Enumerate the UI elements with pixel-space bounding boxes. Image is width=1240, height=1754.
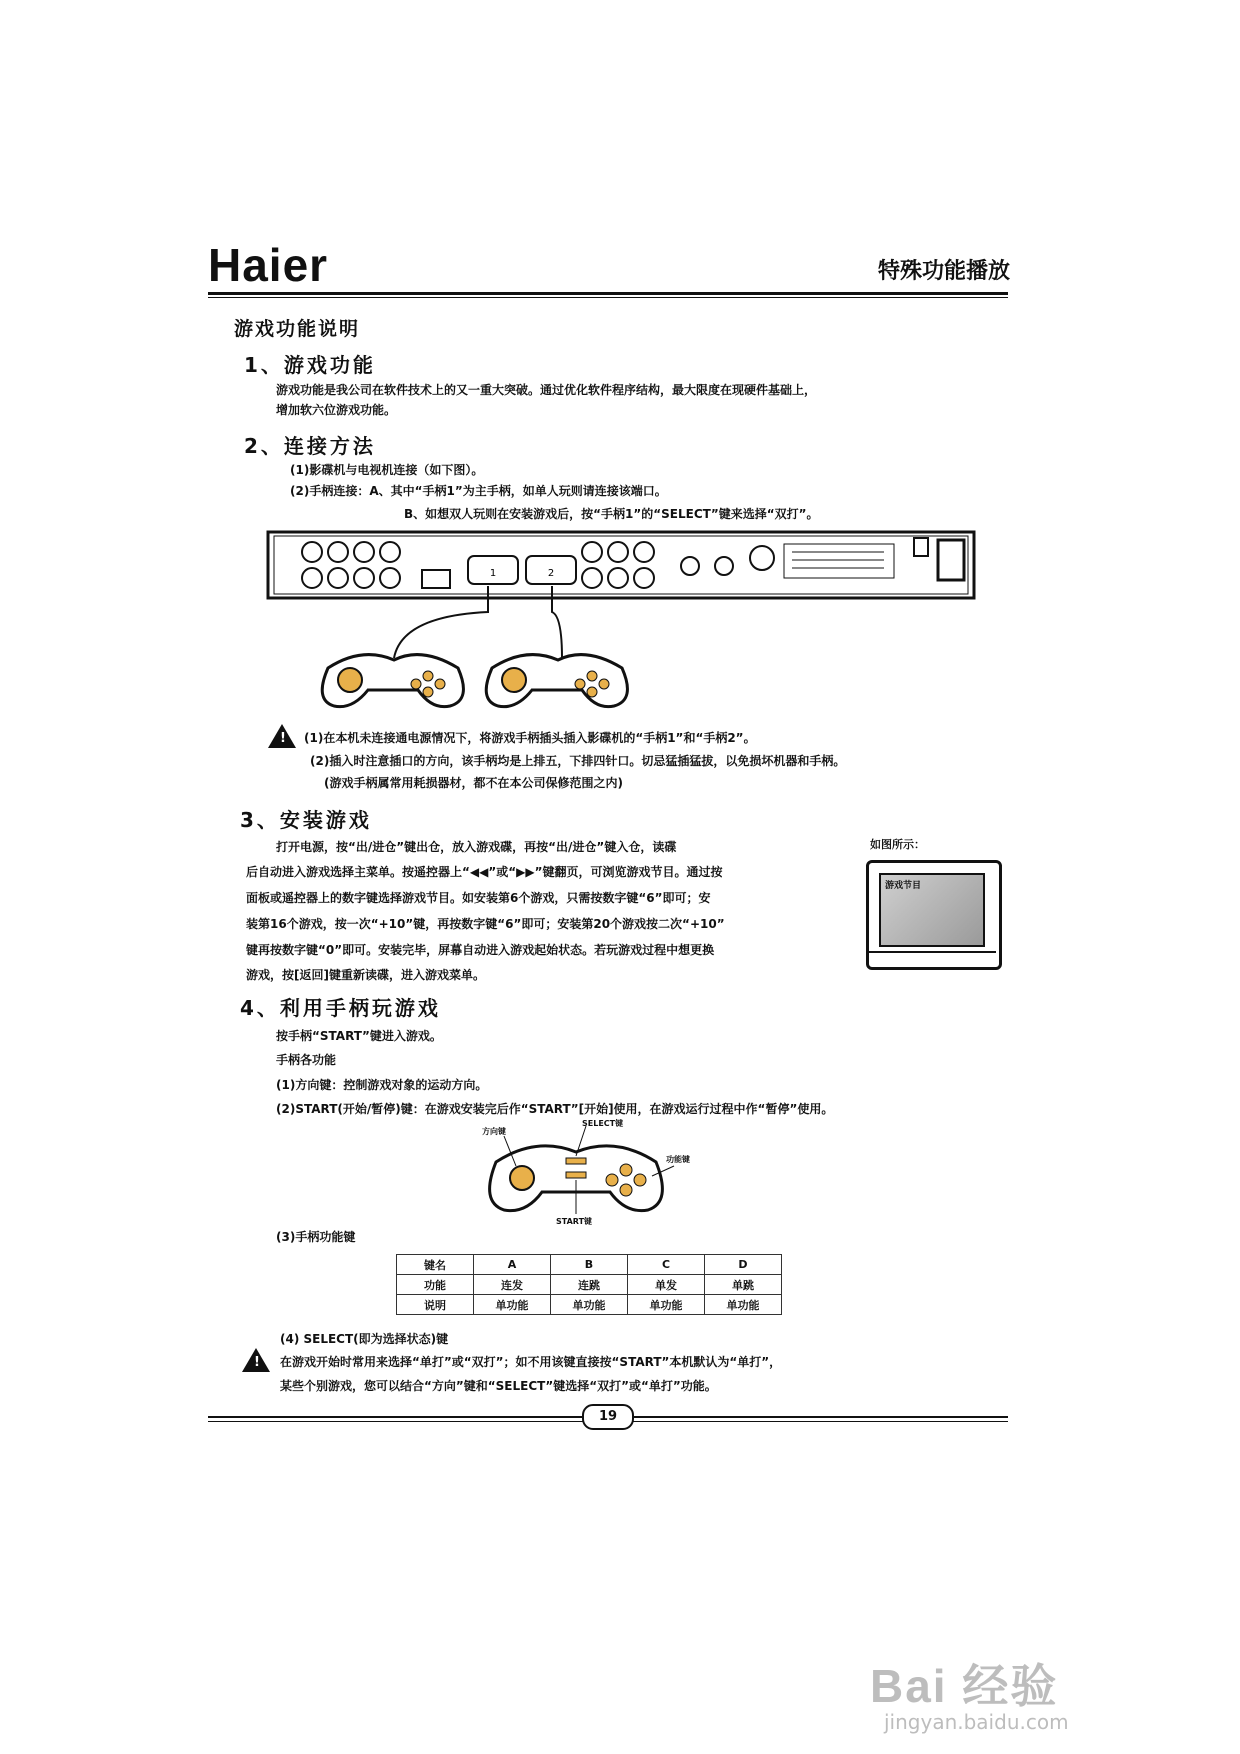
- s5-line-3: 某些个别游戏，您可以结合“方向”键和“SELECT”键选择“双打”或“单打”功能。: [280, 1379, 717, 1393]
- key-c: [606, 1174, 618, 1186]
- label-select-key: SELECT键: [582, 1119, 624, 1128]
- key-table-row: [397, 1295, 782, 1315]
- key-table-cell: 单功能: [551, 1295, 628, 1315]
- s3-line-1: 打开电源，按“出/进仓”键出仓，放入游戏碟，再按“出/进仓”键入仓，读碟: [276, 840, 677, 854]
- gamepad-2: [486, 655, 627, 707]
- key-table-cell: 单跳: [705, 1275, 782, 1295]
- gamepad-port-2: [526, 556, 576, 584]
- s2-line-1: (1)影碟机与电视机连接（如下图）。: [290, 463, 484, 477]
- select-key: [566, 1158, 586, 1164]
- port-1-label: 1: [489, 568, 497, 579]
- key-table-cell: C: [628, 1255, 705, 1275]
- s2-line-2: (2)手柄连接：A、其中“手柄1”为主手柄，如单人玩则请连接该端口。: [290, 484, 667, 498]
- key-table-cell: 单发: [628, 1275, 705, 1295]
- key-table-cell: B: [551, 1255, 628, 1275]
- section-title: 特殊功能播放: [877, 259, 1010, 284]
- s3-line-4: 装第16个游戏，按一次“+10”键，再按数字键“6”即可；安装第20个游戏按二次“+10”: [246, 917, 725, 931]
- s5-line-2: 在游戏开始时常用来选择“单打”或“双打”；如不用该键直接按“START”本机默认为“单打”，: [280, 1355, 782, 1369]
- tv-stand: [866, 951, 996, 963]
- heading-use-gamepad: 4、利用手柄玩游戏: [240, 996, 441, 1020]
- key-table-cell: D: [705, 1255, 782, 1275]
- warn1-line-2: (2)插入时注意插口的方向，该手柄均是上排五，下排四针口。切忌猛插猛拔，以免损坏机器和手柄。: [310, 754, 846, 768]
- figure-caption: 如图所示：: [870, 838, 925, 851]
- dvd-player-rear-panel: [268, 532, 974, 598]
- warn1-line-3: (游戏手柄属常用耗损器材，都不在本公司保修范围之内): [324, 776, 623, 790]
- gamepad-port-1: [468, 556, 518, 584]
- gamepad-function-diagram: [476, 1118, 706, 1228]
- s1-line-2: 增加软六位游戏功能。: [276, 403, 397, 417]
- page-number: 19: [582, 1404, 634, 1430]
- gamepad-1: [322, 655, 463, 707]
- key-table-cell: 连发: [474, 1275, 551, 1295]
- key-table-cell: 键名: [397, 1255, 474, 1275]
- connection-diagram: [262, 530, 982, 730]
- key-function-table: [396, 1254, 782, 1315]
- heading-install-game: 3、安装游戏: [240, 808, 372, 832]
- baidu-jingyan-watermark: [870, 1650, 1069, 1734]
- key-table-cell: A: [474, 1255, 551, 1275]
- label-direction-key: 方向键: [482, 1127, 506, 1136]
- haier-logo: Haier: [208, 239, 329, 291]
- header-rule-thin: [208, 297, 1008, 298]
- page-title: 游戏功能说明: [234, 318, 361, 340]
- label-function-key: 功能键: [666, 1155, 690, 1164]
- warn1-line-1: (1)在本机未连接通电源情况下，将游戏手柄插头插入影碟机的“手柄1”和“手柄2”。: [304, 731, 756, 745]
- heading-game-function: 1、游戏功能: [244, 353, 376, 377]
- s3-line-3: 面板或遥控器上的数字键选择游戏节目。如安装第6个游戏，只需按数字键“6”即可；安: [246, 891, 711, 905]
- tv-screen: [879, 873, 985, 947]
- direction-pad: [510, 1166, 534, 1190]
- s4-line-2: 手柄各功能: [276, 1053, 337, 1067]
- s3-line-2: 后自动进入游戏选择主菜单。按遥控器上“◀◀”或“▶▶”键翻页，可浏览游戏节目。通过按: [246, 865, 723, 879]
- key-table-cell: 功能: [397, 1275, 474, 1295]
- s3-line-5: 键再按数字键“0”即可。安装完毕，屏幕自动进入游戏起始状态。若玩游戏过程中想更换: [246, 943, 715, 957]
- key-table-cell: 单功能: [628, 1295, 705, 1315]
- watermark-brand: Bai 经验: [870, 1660, 1059, 1712]
- warning-icon: !: [268, 724, 296, 748]
- start-key: [566, 1172, 586, 1178]
- s4-line-1: 按手柄“START”键进入游戏。: [276, 1029, 442, 1043]
- s4-line-4: (2)START(开始/暂停)键：在游戏安装完后作“START”[开始]使用，在游戏运行过程中作“暂停”使用。: [276, 1102, 834, 1116]
- watermark-url: jingyan.baidu.com: [884, 1710, 1069, 1734]
- s5-line-1: (4) SELECT(即为选择状态)键: [280, 1332, 449, 1346]
- s4-line-5: (3)手柄功能键: [276, 1230, 356, 1244]
- key-b: [634, 1174, 646, 1186]
- s4-line-3: (1)方向键：控制游戏对象的运动方向。: [276, 1078, 488, 1092]
- s3-line-6: 游戏，按[返回]键重新读碟，进入游戏菜单。: [246, 968, 485, 982]
- key-table-cell: 单功能: [705, 1295, 782, 1315]
- key-d: [620, 1184, 632, 1196]
- header-rule: [208, 292, 1008, 295]
- tv-illustration: [866, 860, 1002, 970]
- port-2-label: 2: [547, 568, 555, 579]
- key-table-row: [397, 1275, 782, 1295]
- warning-icon: !: [242, 1348, 270, 1372]
- key-table-cell: 连跳: [551, 1275, 628, 1295]
- label-start-key: START键: [556, 1217, 593, 1226]
- s1-line-1: 游戏功能是我公司在软件技术上的又一重大突破。通过优化软件程序结构，最大限度在现硬件基础上，: [276, 383, 817, 397]
- key-table-cell: 说明: [397, 1295, 474, 1315]
- heading-connection: 2、连接方法: [244, 434, 376, 458]
- s2-line-3: B、如想双人玩则在安装游戏后，按“手柄1”的“SELECT”键来选择“双打”。: [404, 507, 819, 521]
- key-a: [620, 1164, 632, 1176]
- tv-screen-label: 游戏节目: [885, 881, 922, 891]
- key-table-row: [397, 1255, 782, 1275]
- key-table-cell: 单功能: [474, 1295, 551, 1315]
